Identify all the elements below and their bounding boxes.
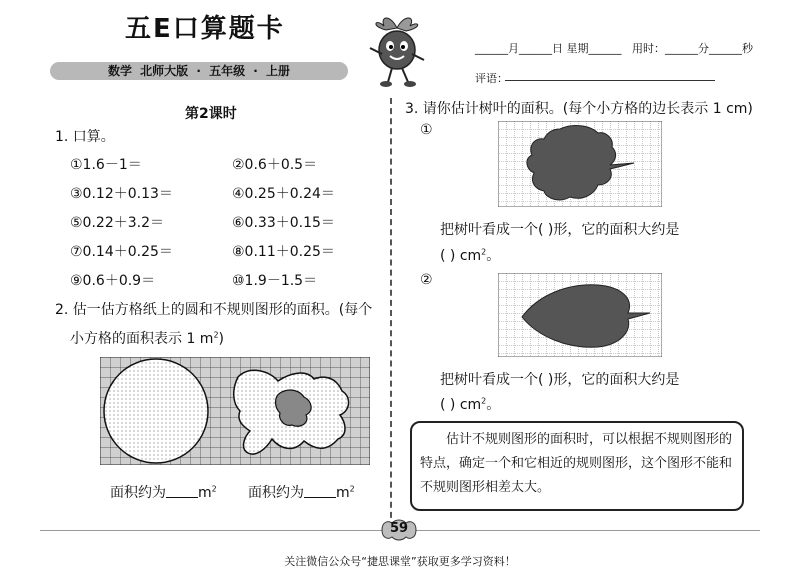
calc-item: ③0.12＋0.13＝: [70, 186, 173, 202]
subtitle-bar: 数学 北师大版 · 五年级 · 上册: [50, 62, 348, 80]
tip-text: 估计不规则图形的面积时，可以根据不规则图形的特点，确定一个和它相近的规则图形，这个图形不能和不规则图形相差太大。: [420, 432, 733, 495]
leaf-grid-1: [498, 121, 662, 207]
calc-item: ⑥0.33＋0.15＝: [232, 215, 335, 231]
comment-label: 评语：: [475, 72, 508, 85]
calc-item: ⑤0.22＋3.2＝: [70, 215, 164, 231]
radish-mascot-icon: [362, 10, 432, 88]
column-divider: [390, 98, 392, 528]
circle-shape: [104, 359, 208, 463]
leaf-1-answer-line1: 把树叶看成一个( )形，它的面积大约是: [440, 222, 680, 238]
question-3-title: 3. 请你估计树叶的面积。(每个小方格的边长表示 1 cm): [405, 101, 753, 117]
irregular-area-answer: 面积约为 $m^2$: [248, 484, 355, 501]
card-title: 五E口算题卡: [125, 14, 285, 44]
item-1-label: ①: [420, 122, 433, 138]
circle-area-answer: 面积约为 $m^2$: [110, 484, 217, 501]
footer-text: 关注微信公众号“捷思课堂”获取更多学习资料！: [284, 555, 516, 568]
leaf-2-answer-line1: 把树叶看成一个( )形，它的面积大约是: [440, 372, 680, 388]
calc-item: ④0.25＋0.24＝: [232, 186, 335, 202]
comment-line: [505, 80, 715, 81]
leaf-grid-2: [498, 273, 662, 357]
leaf-2-answer-line2: ( ) $cm^2$。: [440, 396, 501, 413]
question-2-line1: 2. 估一估方格纸上的圆和不规则图形的面积。(每个: [55, 302, 373, 318]
calc-item: ⑦0.14＋0.25＝: [70, 244, 173, 260]
question-2-line2: 小方格的面积表示 1 $m^2$): [70, 330, 225, 347]
calc-item: ①1.6－1＝: [70, 157, 142, 173]
calc-item: ⑩1.9－1.5＝: [232, 273, 318, 289]
date-time-line: ______月______日 星期______ 用时：______分______秒: [475, 42, 753, 55]
answer-blank[interactable]: [166, 485, 198, 498]
answer-blank[interactable]: [304, 485, 336, 498]
lesson-title: 第2课时: [185, 106, 237, 122]
page-number: 59: [389, 521, 409, 536]
item-2-label: ②: [420, 272, 433, 288]
leaf-1-answer-line2: ( ) $cm^2$。: [440, 247, 501, 264]
area-grid-figure: [100, 357, 370, 465]
question-1-title: 1. 口算。: [55, 129, 115, 145]
calc-item: ②0.6＋0.5＝: [232, 157, 318, 173]
calc-item: ⑨0.6＋0.9＝: [70, 273, 156, 289]
calc-item: ⑧0.11＋0.25＝: [232, 244, 335, 260]
